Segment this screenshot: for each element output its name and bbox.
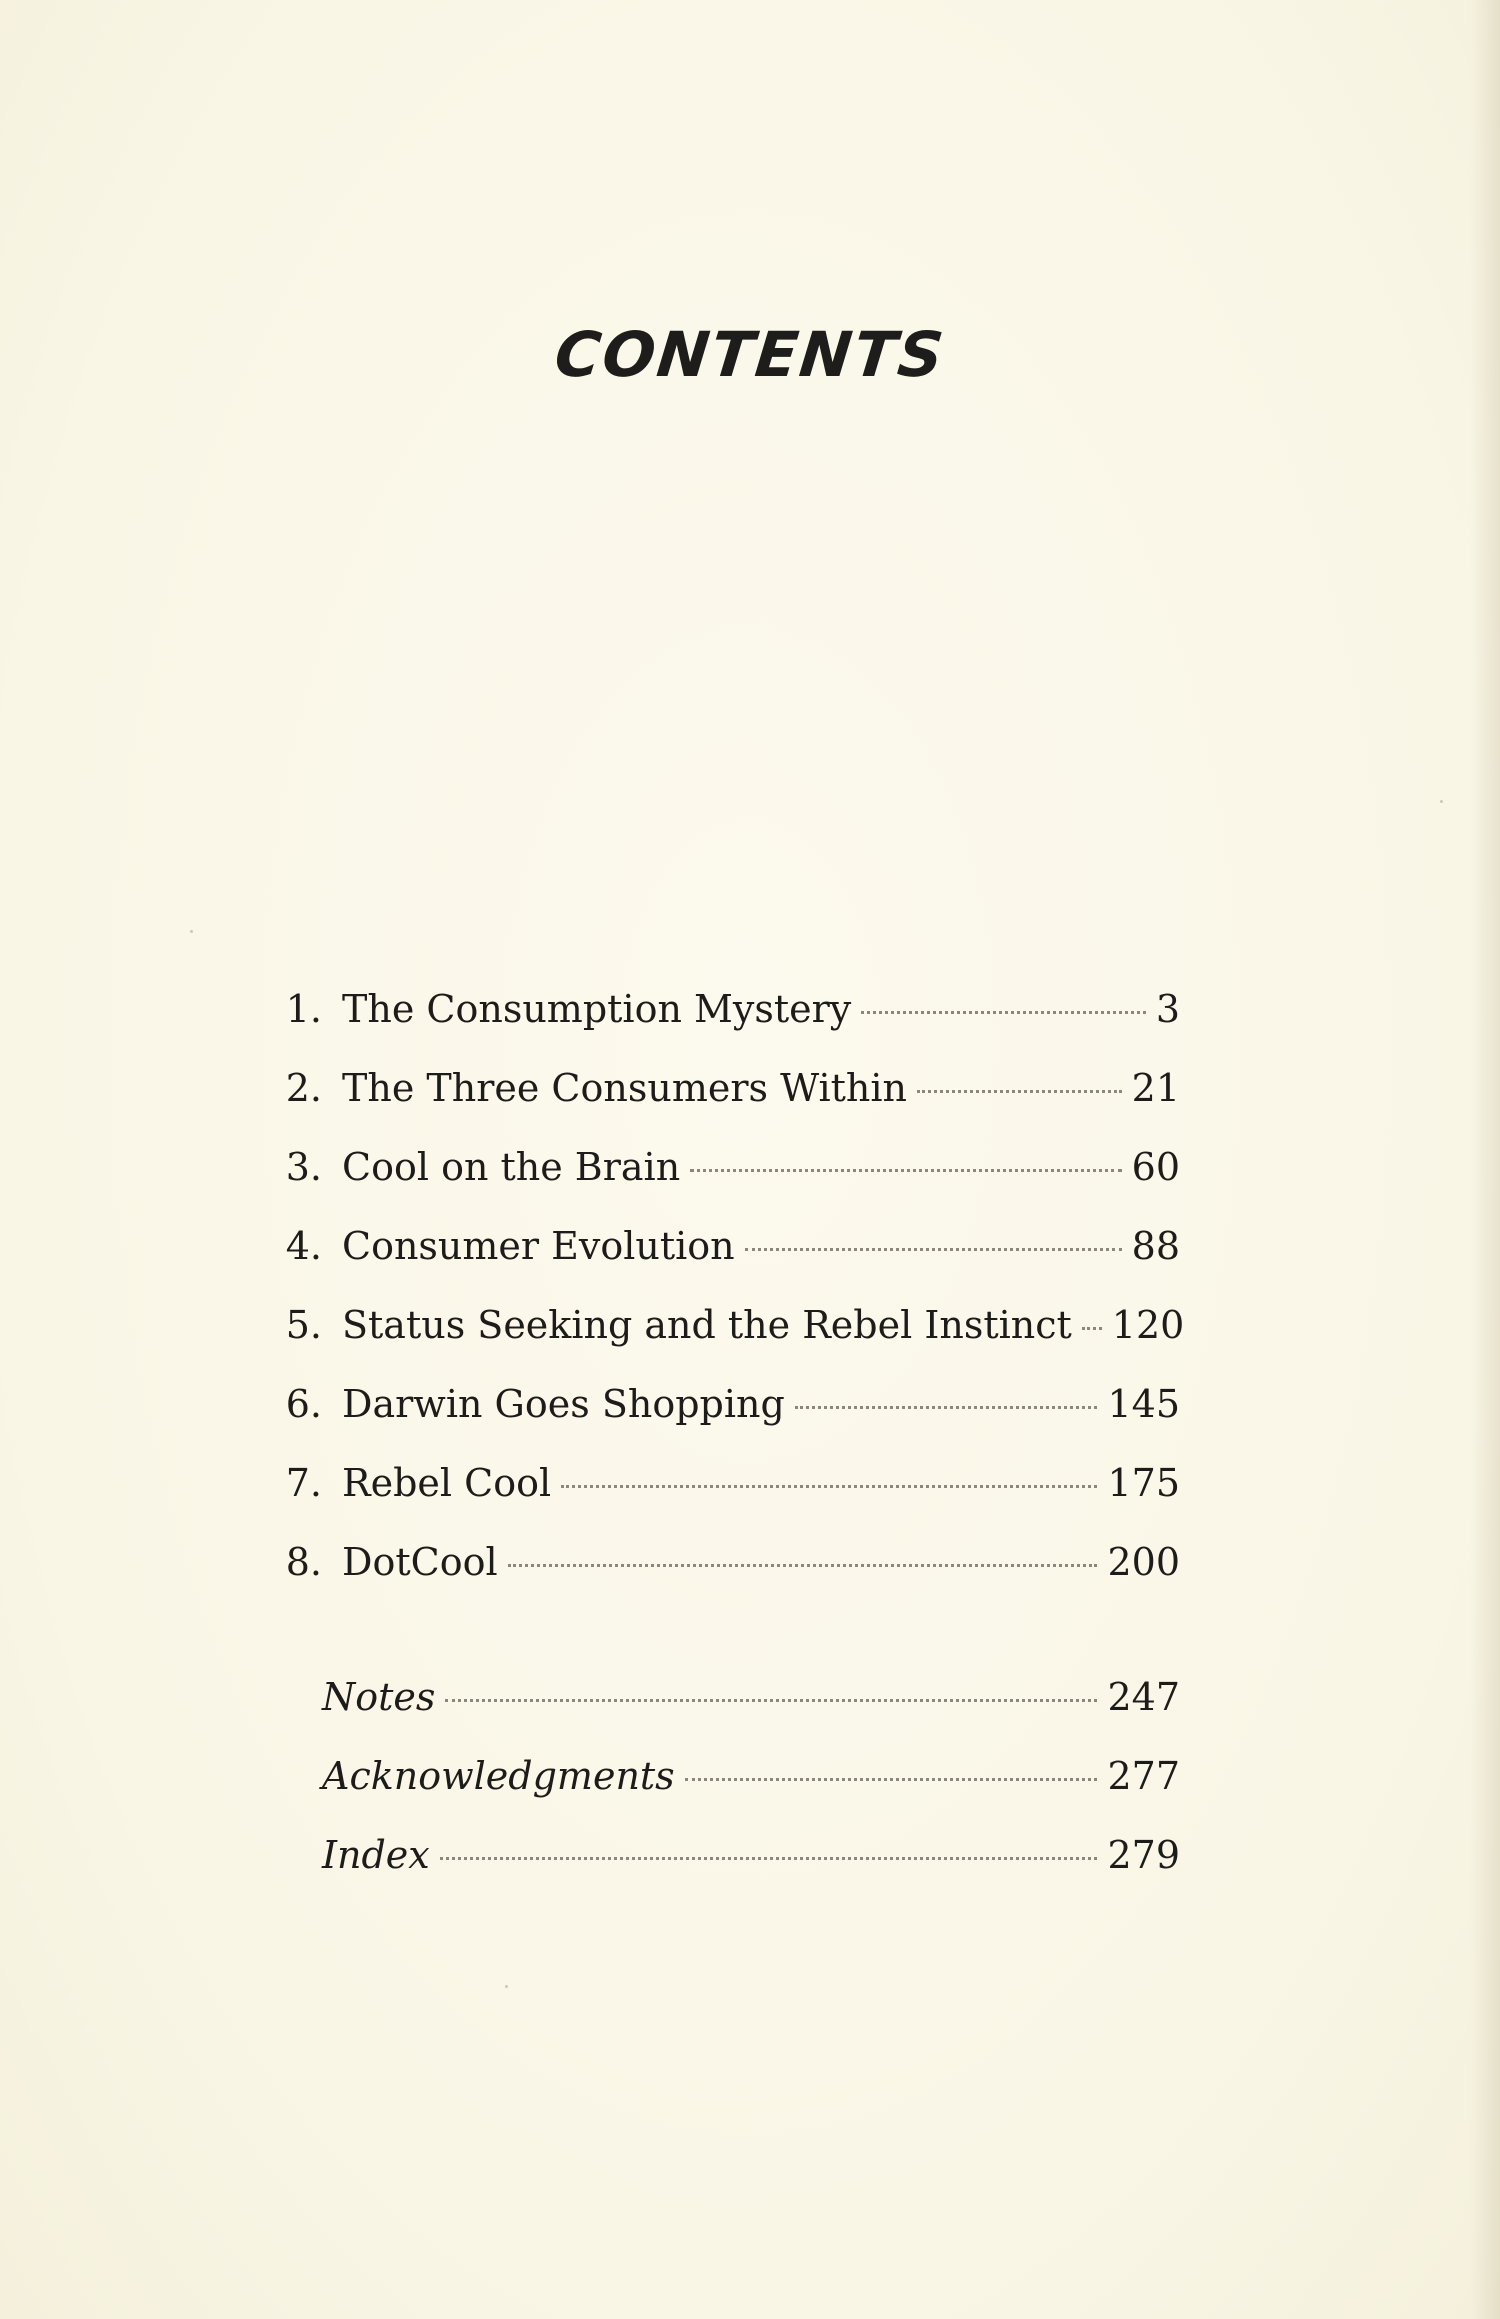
- toc-entry-notes[interactable]: [270, 1658, 1180, 1737]
- table-of-contents: [270, 970, 1185, 1895]
- back-matter-title: Acknowledgments: [322, 1754, 675, 1798]
- dot-leader: [561, 1485, 1097, 1488]
- back-matter-title: Notes: [322, 1675, 436, 1719]
- dot-leader: [685, 1778, 1098, 1781]
- chapter-number: 1.: [285, 987, 322, 1031]
- dot-leader: [508, 1564, 1098, 1567]
- page-number: 175: [1107, 1461, 1180, 1505]
- page-number: 120: [1111, 1303, 1185, 1347]
- page-title: CONTENTS: [551, 318, 949, 391]
- toc-entry-index[interactable]: [270, 1816, 1180, 1895]
- page-number: 145: [1107, 1382, 1180, 1426]
- chapter-title: DotCool: [342, 1540, 498, 1584]
- toc-entry-chapter-5[interactable]: [270, 1286, 1185, 1365]
- paper-fleck: [505, 1985, 508, 1988]
- dot-leader: [445, 1699, 1097, 1702]
- chapter-number: 3.: [285, 1145, 322, 1189]
- toc-entry-chapter-6[interactable]: [270, 1365, 1180, 1444]
- back-matter-title: Index: [322, 1833, 430, 1877]
- chapter-number: 5.: [285, 1303, 322, 1347]
- toc-entry-acknowledgments[interactable]: [270, 1737, 1180, 1816]
- page-number: 200: [1107, 1540, 1180, 1584]
- chapter-number: 4.: [285, 1224, 322, 1268]
- page-number: 277: [1107, 1754, 1180, 1798]
- page-number: 3: [1155, 987, 1180, 1031]
- page-number: 279: [1107, 1833, 1180, 1877]
- paper-fleck: [1440, 800, 1443, 803]
- chapter-title: Cool on the Brain: [342, 1145, 681, 1189]
- dot-leader: [440, 1857, 1098, 1860]
- dot-leader: [795, 1406, 1098, 1409]
- chapter-number: 2.: [285, 1066, 322, 1110]
- dot-leader: [861, 1011, 1146, 1014]
- page-number: 88: [1131, 1224, 1180, 1268]
- chapter-number: 8.: [285, 1540, 322, 1584]
- dot-leader: [745, 1248, 1122, 1251]
- paper-fleck: [190, 930, 193, 933]
- chapter-title: Status Seeking and the Rebel Instinct: [342, 1303, 1072, 1347]
- toc-entry-chapter-8[interactable]: [270, 1523, 1180, 1602]
- chapter-title: Darwin Goes Shopping: [342, 1382, 785, 1426]
- dot-leader: [690, 1169, 1121, 1172]
- page-number: 247: [1107, 1675, 1180, 1719]
- toc-entry-chapter-2[interactable]: [270, 1049, 1180, 1128]
- section-spacer: [270, 1602, 1180, 1658]
- chapter-title: Consumer Evolution: [342, 1224, 735, 1268]
- toc-entry-chapter-7[interactable]: [270, 1444, 1180, 1523]
- dot-leader: [917, 1090, 1122, 1093]
- dot-leader: [1082, 1327, 1102, 1330]
- page-number: 60: [1131, 1145, 1180, 1189]
- chapter-title: The Consumption Mystery: [342, 987, 852, 1031]
- chapter-title: Rebel Cool: [342, 1461, 552, 1505]
- toc-entry-chapter-3[interactable]: [270, 1128, 1180, 1207]
- chapter-title: The Three Consumers Within: [342, 1066, 908, 1110]
- toc-entry-chapter-4[interactable]: [270, 1207, 1180, 1286]
- chapter-number: 7.: [285, 1461, 322, 1505]
- chapter-number: 6.: [285, 1382, 322, 1426]
- toc-entry-chapter-1[interactable]: [270, 970, 1180, 1049]
- page-number: 21: [1131, 1066, 1180, 1110]
